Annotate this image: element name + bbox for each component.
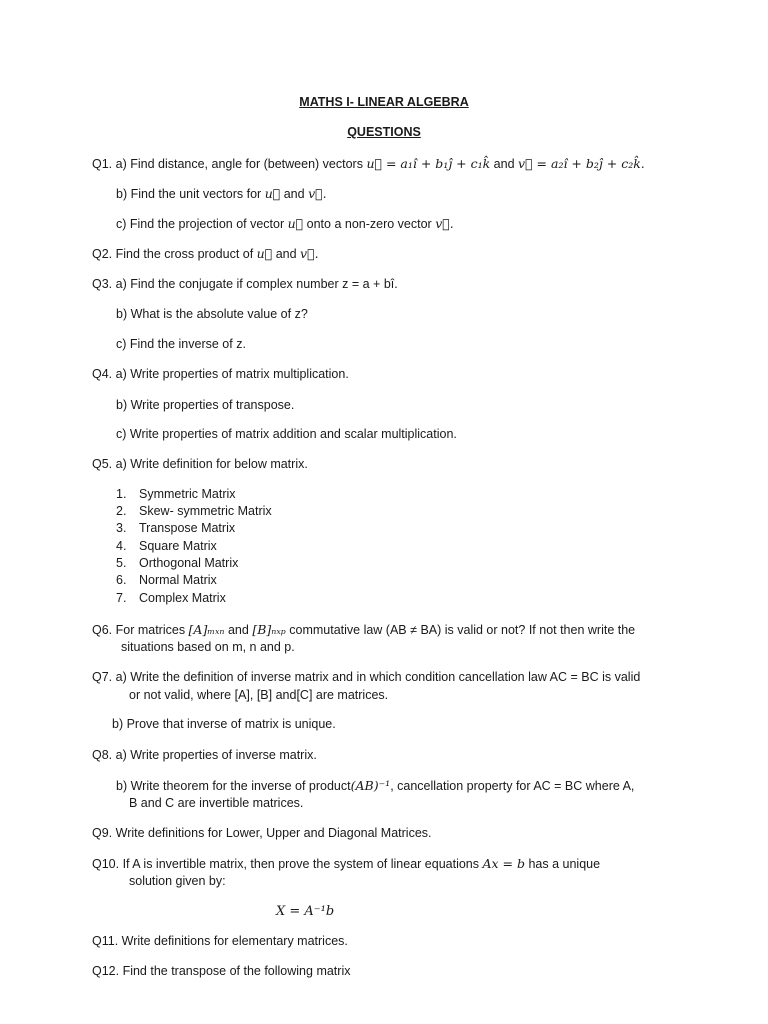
question-8b: [116, 778, 634, 794]
question-5a: Q5. a) Write definition for below matrix.: [92, 457, 308, 471]
question-10-text: Q10. If A is invertible matrix, then prove the system of linear equations: [92, 857, 483, 871]
document-title: MATHS I- LINEAR ALGEBRA: [299, 95, 469, 109]
question-1a-text: Q1. a) Find distance, angle for (between) vectors: [92, 157, 367, 171]
document-subtitle: QUESTIONS: [347, 125, 421, 139]
question-4b: b) Write properties of transpose.: [116, 398, 295, 412]
list-item: 6. Normal Matrix: [116, 573, 217, 587]
vector-u: u⃗: [264, 186, 281, 201]
list-item: 5. Orthogonal Matrix: [116, 556, 239, 570]
vector-v-formula: v⃗ = a₂î + b₂ĵ + c₂k̂.: [518, 156, 645, 171]
question-8b-line2: B and C are invertible matrices.: [129, 796, 304, 810]
question-7b: b) Prove that inverse of matrix is unique.: [112, 717, 336, 731]
list-item: 1. Symmetric Matrix: [116, 487, 236, 501]
question-1b-and: and: [280, 187, 309, 201]
question-3b: b) What is the absolute value of z?: [116, 307, 308, 321]
question-11: Q11. Write definitions for elementary matrices.: [92, 934, 348, 948]
question-2-and: and: [272, 247, 301, 261]
question-1a-and: and: [490, 157, 519, 171]
question-1c: [116, 216, 454, 232]
solution-formula: X = A⁻¹b: [276, 904, 335, 919]
inverse-product-formula: (AB)⁻¹: [350, 778, 391, 793]
vector-u: u⃗: [287, 216, 304, 231]
question-10: [92, 856, 600, 872]
question-8a: Q8. a) Write properties of inverse matrix.: [92, 748, 317, 762]
question-2: [92, 246, 319, 262]
question-3a: Q3. a) Find the conjugate if complex number z = a + bî.: [92, 277, 398, 291]
question-6-and: and: [224, 623, 253, 637]
question-1a: [92, 156, 645, 172]
question-6-rest: commutative law (AB ≠ BA) is valid or not? If not then write the: [285, 623, 636, 637]
question-10-line2: solution given by:: [129, 874, 226, 888]
question-7a: Q7. a) Write the definition of inverse matrix and in which condition cancellation law AC = BC is valid: [92, 670, 641, 684]
question-12: Q12. Find the transpose of the following matrix: [92, 964, 351, 978]
question-2-text: Q2. Find the cross product of: [92, 247, 257, 261]
question-6-text: Q6. For matrices: [92, 623, 189, 637]
question-1b: [116, 186, 327, 202]
matrix-a-dim: [A]ₘₓₙ: [188, 622, 225, 637]
vector-v: v⃗.: [308, 186, 327, 201]
question-4c: c) Write properties of matrix addition and scalar multiplication.: [116, 427, 457, 441]
question-10-rest: has a unique: [524, 857, 601, 871]
question-3c: c) Find the inverse of z.: [116, 337, 246, 351]
question-1c-mid: onto a non-zero vector: [303, 217, 436, 231]
vector-u-formula: u⃗ = a₁î + b₁ĵ + c₁k̂: [366, 156, 491, 171]
question-7a-line2: or not valid, where [A], [B] and[C] are matrices.: [129, 688, 389, 702]
vector-v: v⃗.: [300, 246, 319, 261]
linear-equation: Ax = b: [482, 856, 525, 871]
vector-u: u⃗: [256, 246, 273, 261]
list-item: 4. Square Matrix: [116, 539, 217, 553]
question-1b-text: b) Find the unit vectors for: [116, 187, 265, 201]
list-item: 7. Complex Matrix: [116, 591, 226, 605]
list-item: 2. Skew- symmetric Matrix: [116, 504, 272, 518]
question-9: Q9. Write definitions for Lower, Upper and Diagonal Matrices.: [92, 826, 432, 840]
question-1c-text: c) Find the projection of vector: [116, 217, 288, 231]
question-4a: Q4. a) Write properties of matrix multiplication.: [92, 367, 349, 381]
vector-v: v⃗.: [435, 216, 454, 231]
question-8b-rest: , cancellation property for AC = BC where A,: [390, 779, 635, 793]
matrix-b-dim: [B]ₙₓₚ: [252, 622, 286, 637]
question-8b-text: b) Write theorem for the inverse of product: [116, 779, 351, 793]
list-item: 3. Transpose Matrix: [116, 521, 236, 535]
question-6: [92, 622, 635, 638]
question-6-line2: situations based on m, n and p.: [121, 640, 295, 654]
